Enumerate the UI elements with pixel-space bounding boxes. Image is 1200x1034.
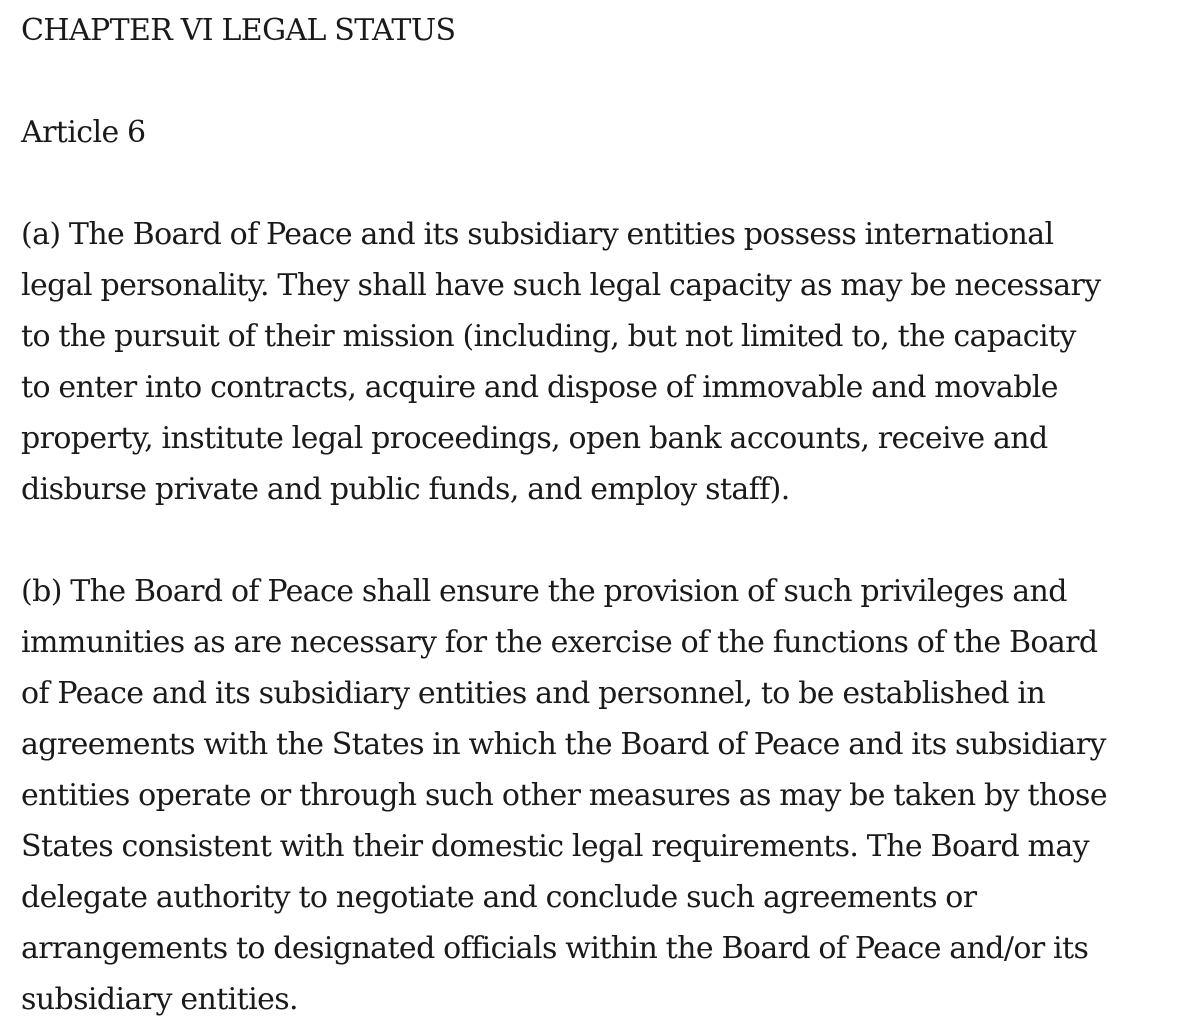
paragraph-a-line: (a) The Board of Peace and its subsidiary entities possess international: [21, 217, 1054, 252]
paragraph-b-line: of Peace and its subsidiary entities and personnel, to be established in: [21, 676, 1046, 711]
paragraph-b-line: arrangements to designated officials within the Board of Peace and/or its: [21, 931, 1089, 966]
paragraph-b-line: agreements with the States in which the Board of Peace and its subsidiary: [21, 727, 1106, 762]
paragraph-b-line: States consistent with their domestic legal requirements. The Board may: [21, 829, 1089, 864]
paragraph-a: [21, 209, 1181, 515]
paragraph-a-line: to the pursuit of their mission (including, but not limited to, the capacity: [21, 319, 1076, 354]
chapter-heading: CHAPTER VI LEGAL STATUS: [21, 13, 456, 48]
article-title: Article 6: [21, 115, 146, 150]
paragraph-b-line: subsidiary entities.: [21, 982, 298, 1017]
paragraph-a-line: legal personality. They shall have such legal capacity as may be necessary: [21, 268, 1101, 303]
paragraph-b: [21, 566, 1181, 1025]
paragraph-b-line: delegate authority to negotiate and conclude such agreements or: [21, 880, 977, 915]
paragraph-a-line: property, institute legal proceedings, open bank accounts, receive and: [21, 421, 1048, 456]
paragraph-a-line: to enter into contracts, acquire and dispose of immovable and movable: [21, 370, 1058, 405]
paragraph-b-line: entities operate or through such other measures as may be taken by those: [21, 778, 1107, 813]
document-body: [21, 0, 1181, 1025]
paragraph-b-line: immunities as are necessary for the exercise of the functions of the Board: [21, 625, 1098, 660]
paragraph-a-line: disburse private and public funds, and employ staff).: [21, 472, 790, 507]
paragraph-b-line: (b) The Board of Peace shall ensure the provision of such privileges and: [21, 574, 1067, 609]
